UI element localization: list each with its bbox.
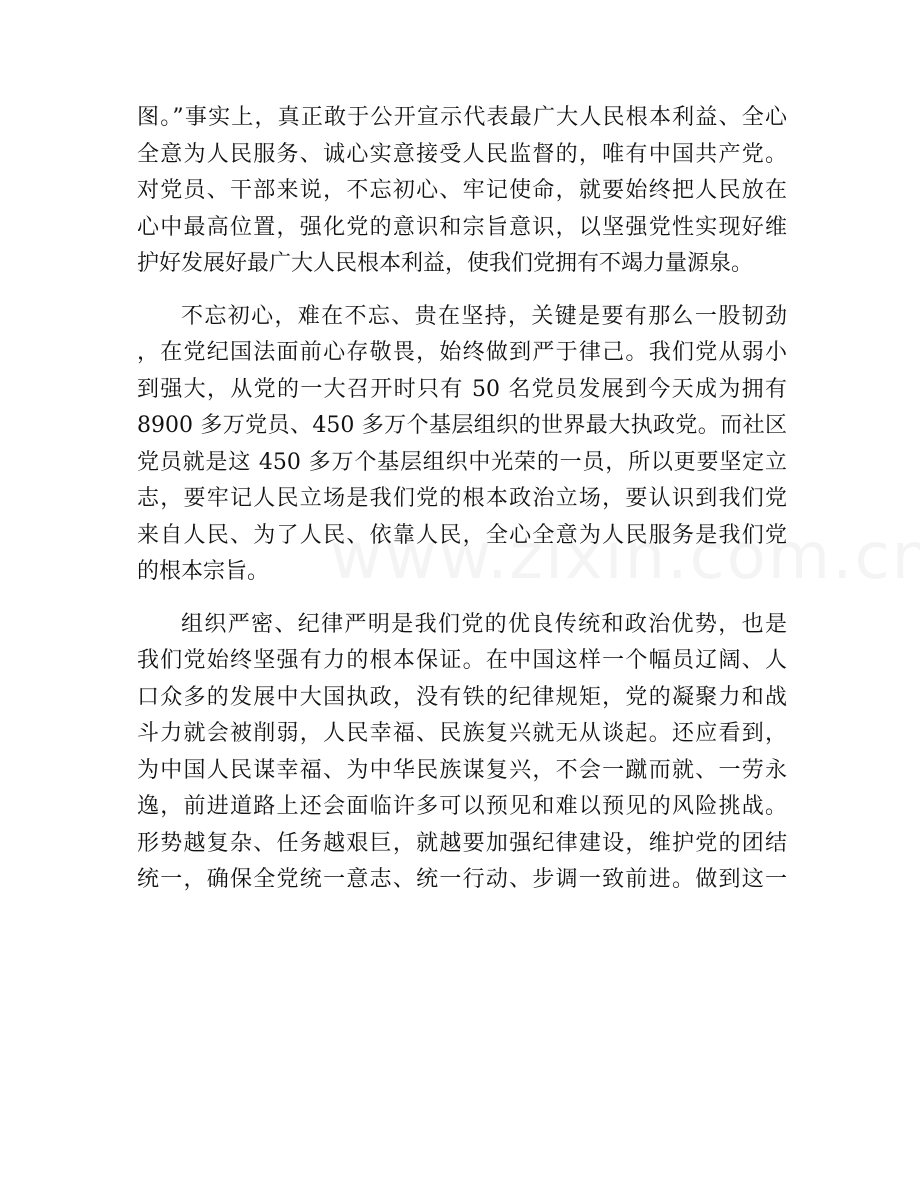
text-line: 全意为人民服务、诚心实意接受人民监督的，唯有中国共产党。 [137,141,787,167]
text-line: 形势越复杂、任务越艰巨，就越要加强纪律建设，维护党的团结 [137,830,787,856]
text-line: 心中最高位置，强化党的意识和宗旨意识，以坚强党性实现好维 [137,214,787,240]
text-line: 图。”事实上，真正敢于公开宣示代表最广大人民根本利益、全心 [137,105,787,130]
text-line: 组织严密、纪律严明是我们党的优良传统和政治优势，也是 [181,611,787,637]
text-line: 我们党始终坚强有力的根本保证。在中国这样一个幅员辽阔、人 [137,648,787,673]
paragraph-3 [137,607,787,899]
text-line: 口众多的发展中大国执政，没有铁的纪律规矩，党的凝聚力和战 [137,684,787,710]
text-line: 8900 多万党员、450 多万个基层组织的世界最大执政党。而社区 [137,413,787,438]
text-line: 志，要牢记人民立场是我们党的根本政治立场，要认识到我们党 [137,486,787,511]
text-line: 护好发展好最广大人民根本利益，使我们党拥有不竭力量源泉。 [137,251,754,276]
text-line: 对党员、干部来说，不忘初心、牢记使命，就要始终把人民放在 [137,178,787,203]
text-line: 不忘初心，难在不忘、贵在坚持，关键是要有那么一股韧劲 [181,303,787,329]
text-line: 统一，确保全党统一意志、统一行动、步调一致前进。做到这一 [137,867,787,892]
paragraph-gap [137,283,787,299]
text-line: 为中国人民谋幸福、为中华民族谋复兴，不会一蹴而就、一劳永 [137,757,787,783]
text-line: 到强大，从党的一大召开时只有 50 名党员发展到今天成为拥有 [137,376,787,402]
text-line: 党员就是这 450 多万个基层组织中光荣的一员，所以更要坚定立 [137,449,787,475]
text-line: 斗力就会被削弱，人民幸福、民族复兴就无从谈起。还应看到， [137,721,787,746]
text-line: 的根本宗旨。 [137,559,270,584]
document-body [137,100,787,899]
text-line: ，在党纪国法面前心存敬畏，始终做到严于律己。我们党从弱小 [137,340,787,365]
text-line: 逸，前进道路上还会面临许多可以预见和难以预见的风险挑战。 [137,794,787,819]
paragraph-1 [137,100,787,283]
text-line: 来自人民、为了人民、依靠人民，全心全意为人民服务是我们党 [137,522,787,548]
paragraph-2 [137,299,787,591]
paragraph-gap [137,591,787,607]
